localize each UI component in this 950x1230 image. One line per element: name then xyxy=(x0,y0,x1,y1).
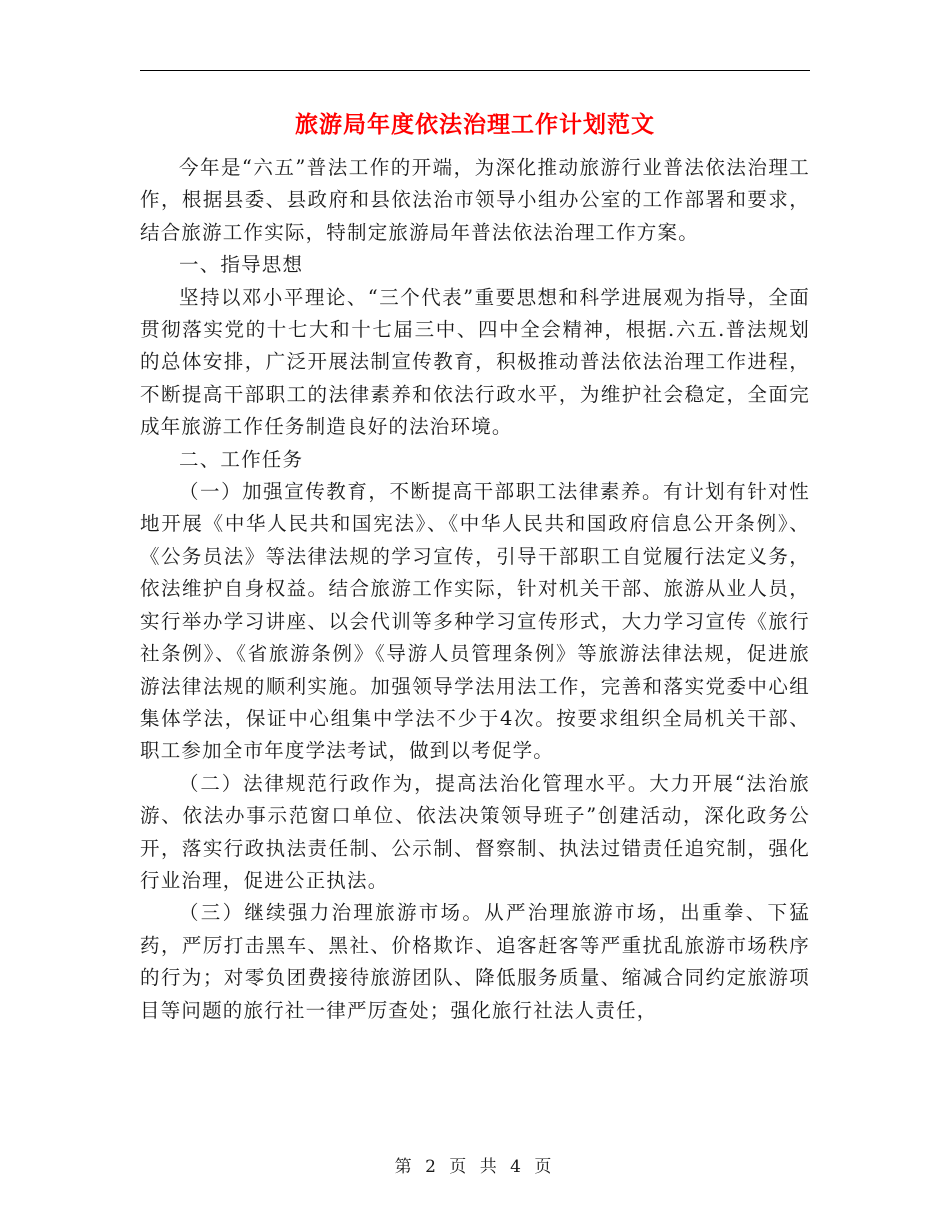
section-heading-guiding-thought: 一、指导思想 xyxy=(179,253,304,277)
paragraph-task-2: （二）法律规范行政作为，提高法治化管理水平。大力开展“法治旅游、依法办事示范窗口单位、依法决策领导班子”创建活动，深化政务公开，落实行政执法责任制、公示制、督察制、执法过错责任追究制，强化行业治理，促进公正执法。 xyxy=(140,771,810,892)
paragraph-intro: 今年是“六五”普法工作的开端，为深化推动旅游行业普法依法治理工作，根据县委、县政府和县依法治市领导小组办公室的工作部署和要求，结合旅游工作实际，特制定旅游局年普法依法治理工作方案。 xyxy=(140,156,810,244)
document-title: 旅游局年度依法治理工作计划范文 xyxy=(295,111,655,138)
page-number-footer: 第 2 页 共 4 页 xyxy=(394,1157,556,1177)
document-body xyxy=(140,152,810,1027)
paragraph-task-1: （一）加强宣传教育，不断提高干部职工法律素养。有计划有针对性地开展《中华人民共和国宪法》、《中华人民共和国政府信息公开条例》、《公务员法》等法律法规的学习宣传，引导干部职工自觉履行法定义务，依法维护自身权益。结合旅游工作实际，针对机关干部、旅游从业人员，实行举办学习讲座、以会代训等多种学习宣传形式，大力学习宣传《旅行社条例》、《省旅游条例》《导游人员管理条例》等旅游法律法规，促进旅游法律法规的顺利实施。加强领导学法用法工作，完善和落实党委中心组集体学法，保证中心组集中学法不少于4次。按要求组织全局机关干部、职工参加全市年度学法考试，做到以考促学。 xyxy=(140,480,810,763)
header-rule xyxy=(140,70,810,71)
paragraph-task-3: （三）继续强力治理旅游市场。从严治理旅游市场，出重拳、下猛药，严厉打击黑车、黑社、价格欺诈、追客赶客等严重扰乱旅游市场秩序的行为；对零负团费接待旅游团队、降低服务质量、缩减合同约定旅游项目等问题的旅行社一律严厉查处；强化旅行社法人责任， xyxy=(140,901,810,1022)
section-heading-work-tasks: 二、工作任务 xyxy=(179,447,304,471)
paragraph-guiding-thought: 坚持以邓小平理论、“三个代表”重要思想和科学进展观为指导，全面贯彻落实党的十七大和十七届三中、四中全会精神，根据.六五.普法规划的总体安排，广泛开展法制宣传教育，积极推动普法依法治理工作进程，不断提高干部职工的法律素养和依法行政水平，为维护社会稳定，全面完成年旅游工作任务制造良好的法治环境。 xyxy=(140,285,810,439)
